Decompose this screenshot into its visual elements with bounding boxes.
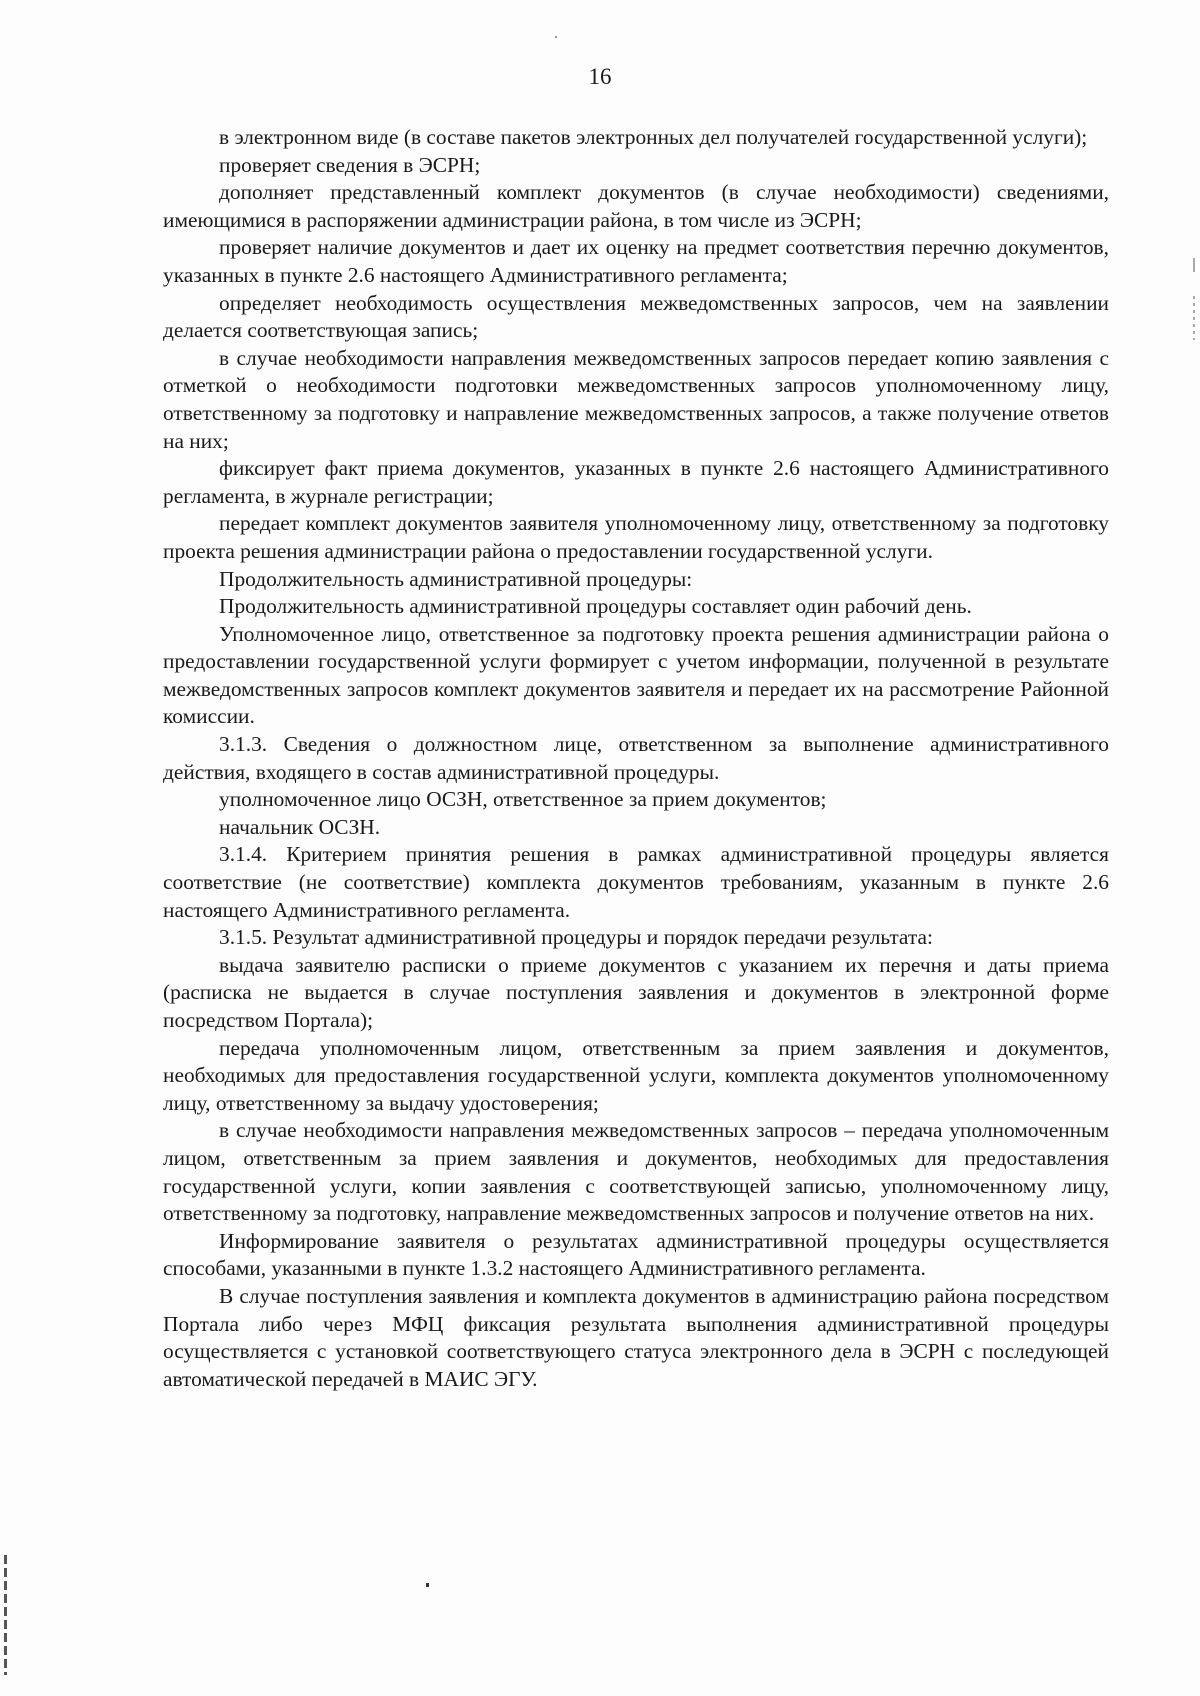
- paragraph: уполномоченное лицо ОСЗН, ответственное за прием документов;: [219, 787, 827, 812]
- scan-artifact: [1193, 258, 1195, 272]
- paragraph: передача уполномоченным лицом, ответственным за прием заявления и документов, необходимых для предоставления государственной услуги, комплекта документов уполномоченному лицу, ответственному за выдачу удостоверения;: [163, 1035, 1109, 1115]
- paragraph: выдача заявителю расписки о приеме документов с указанием их перечня и даты приема (расписка не выдается в случае поступления заявления и документов в электронной форме посредством Портала);: [163, 952, 1109, 1032]
- paragraph: Продолжительность административной процедуры:: [219, 566, 693, 591]
- scan-artifact: [1193, 296, 1195, 340]
- paragraph: Информирование заявителя о результатах административной процедуры осуществляется способами, указанными в пункте 1.3.2 настоящего Административного регламента.: [163, 1228, 1109, 1281]
- paragraph: проверяет сведения в ЭСРН;: [219, 152, 481, 177]
- page-number: 16: [588, 64, 612, 89]
- paragraph: фиксирует факт приема документов, указанных в пункте 2.6 настоящего Административного регламента, в журнале регистрации;: [163, 456, 1109, 508]
- scan-artifact: [555, 36, 557, 38]
- paragraph: передает комплект документов заявителя уполномоченному лицу, ответственному за подготовку проекта решения администрации района о предоставлении государственной услуги.: [163, 511, 1109, 563]
- paragraph: в случае необходимости направления межведомственных запросов – передача уполномоченным лицом, ответственным за прием заявления и документов, необходимых для предоставления государственной услуги, копии заявления с соответствующей записью, уполномоченному лицу, ответственному за подготовку, направление межведомственных запросов и получение ответов на них.: [163, 1118, 1109, 1226]
- paragraph: проверяет наличие документов и дает их оценку на предмет соответствия перечню документов, указанных в пункте 2.6 настоящего Административного регламента;: [163, 235, 1109, 287]
- paragraph: дополняет представленный комплект документов (в случае необходимости) сведениями, имеющимися в распоряжении администрации района, в том числе из ЭСРН;: [163, 180, 1109, 232]
- scan-artifact: [426, 1583, 429, 1587]
- paragraph: Уполномоченное лицо, ответственное за подготовку проекта решения администрации района о предоставлении государственной услуги формирует с учетом информации, полученной в результате межведомственных запросов комплект документов заявителя и передает их на рассмотрение Районной комиссии.: [163, 621, 1109, 729]
- paragraph: В случае поступления заявления и комплекта документов в администрацию района посредством Портала либо через МФЦ фиксация результата выполнения административной процедуры осуществляется с установкой соответствующего статуса электронного дела в ЭСРН с последующей автоматической передачей в МАИС ЭГУ.: [163, 1283, 1109, 1391]
- scan-artifact: [4, 1555, 7, 1675]
- paragraph: в электронном виде (в составе пакетов электронных дел получателей государственной услуги);: [219, 125, 1088, 149]
- paragraph: 3.1.5. Результат административной процедуры и порядок передачи результата:: [219, 925, 933, 950]
- paragraph: Продолжительность административной процедуры составляет один рабочий день.: [219, 594, 972, 619]
- paragraph: 3.1.3. Сведения о должностном лице, ответственном за выполнение административного действия, входящего в состав административной процедуры.: [163, 732, 1109, 784]
- paragraph: определяет необходимость осуществления межведомственных запросов, чем на заявлении делается соответствующая запись;: [163, 290, 1109, 343]
- paragraph: начальник ОСЗН.: [219, 814, 381, 839]
- paragraph: 3.1.4. Критерием принятия решения в рамках административной процедуры является соответствие (не соответствие) комплекта документов требованиям, указанным в пункте 2.6 настоящего Административного регламента.: [163, 842, 1109, 922]
- document-body: [163, 124, 1109, 1393]
- paragraph: в случае необходимости направления межведомственных запросов передает копию заявления с отметкой о необходимости подготовки межведомственных запросов уполномоченному лицу, ответственному за подготовку и направление межведомственных запросов, а также получение ответов на них;: [163, 345, 1109, 453]
